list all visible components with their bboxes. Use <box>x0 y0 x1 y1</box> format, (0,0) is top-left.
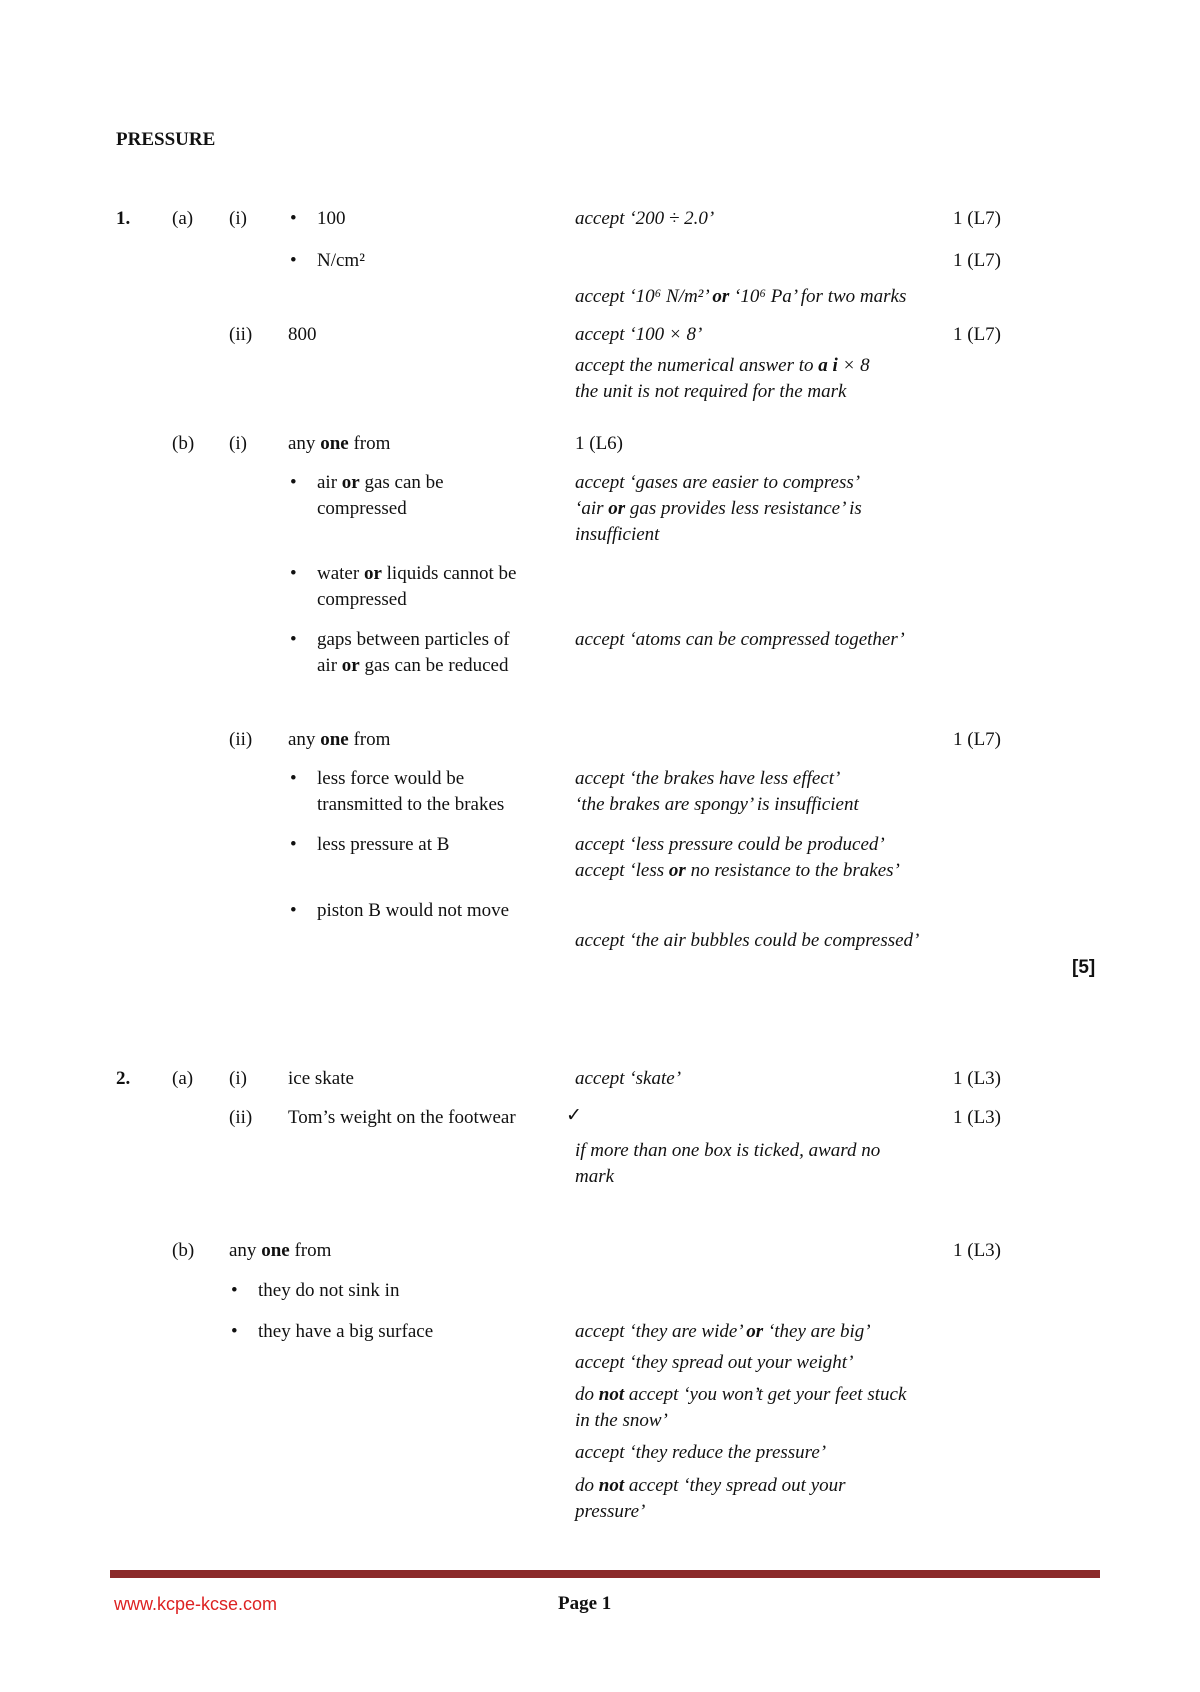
q1b-ii-accept-2-line2: accept ‘less or no resistance to the brakes’ <box>575 860 900 881</box>
q1b-ii-accept-3: accept ‘the air bubbles could be compressed’ <box>575 930 920 951</box>
q2b-option-2: • they have a big surface <box>258 1320 433 1344</box>
footer-website-link[interactable]: www.kcpe-kcse.com <box>114 1594 278 1614</box>
q2b-accept-5-line1: do not accept ‘they spread out your <box>575 1475 846 1496</box>
q2a-ii-accept-line2: mark <box>575 1166 615 1187</box>
q1a-i-mark-2: 1 (L7) <box>953 250 1002 271</box>
q1a-i-label: (i) <box>229 208 247 229</box>
q1a-i-bullet-2: • N/cm² <box>317 249 365 273</box>
q1b-i-accept-1-line1: accept ‘gases are easier to compress’ <box>575 472 861 493</box>
q1-number: 1. <box>116 208 131 229</box>
q1a-i-mark-1: 1 (L7) <box>953 208 1002 229</box>
q2b-accept-5-line2: pressure’ <box>575 1501 646 1522</box>
q1a-ii-accept-1: accept ‘100 × 8’ <box>575 324 703 345</box>
q1a-ii-label: (ii) <box>229 324 253 345</box>
tick-icon: ✓ <box>566 1105 582 1126</box>
q1b-ii-mark: 1 (L7) <box>953 729 1002 750</box>
q2-number: 2. <box>116 1068 131 1089</box>
q1b-i-option-3-line1: • gaps between particles of <box>317 628 510 652</box>
q1b-ii-option-1-line2: transmitted to the brakes <box>317 794 505 815</box>
q1b-ii-option-1-line1: • less force would be <box>317 767 464 791</box>
q2b-intro: any one from <box>229 1240 332 1261</box>
q1b-i-option-3-line2: air or gas can be reduced <box>317 655 509 676</box>
q2a-ii-mark: 1 (L3) <box>953 1107 1002 1128</box>
q2a-ii-accept-line1: if more than one box is ticked, award no <box>575 1140 881 1161</box>
q2a-ii-label: (ii) <box>229 1107 253 1128</box>
q2b-option-1: • they do not sink in <box>258 1279 399 1303</box>
q1-total-marks: [5] <box>1072 957 1096 978</box>
q1a-i-bullet-1: • 100 <box>317 207 346 231</box>
q1b-i-accept-1-line2: ‘air or gas provides less resistance’ is <box>575 498 862 519</box>
q2b-accept-1: accept ‘they are wide’ or ‘they are big’ <box>575 1321 871 1342</box>
q2b-accept-3-line1: do not accept ‘you won’t get your feet stuck <box>575 1384 907 1405</box>
q2a-i-mark: 1 (L3) <box>953 1068 1002 1089</box>
q1b-i-accept-3: accept ‘atoms can be compressed together’ <box>575 629 905 650</box>
q1a-ii-accept-3: the unit is not required for the mark <box>575 381 847 402</box>
q1b-i-option-2-line1: • water or liquids cannot be <box>317 562 516 586</box>
q1-part-b-label: (b) <box>172 433 195 454</box>
q1b-ii-option-2: • less pressure at B <box>317 833 449 857</box>
q2b-accept-3-line2: in the snow’ <box>575 1410 668 1431</box>
q2a-ii-answer: Tom’s weight on the footwear <box>288 1107 516 1128</box>
q1b-i-option-1-line2: compressed <box>317 498 407 519</box>
q2a-i-label: (i) <box>229 1068 247 1089</box>
q1a-ii-accept-2: accept the numerical answer to a i × 8 <box>575 355 870 376</box>
q1b-ii-label: (ii) <box>229 729 253 750</box>
footer-page-number: Page 1 <box>558 1593 612 1614</box>
q1a-ii-answer: 800 <box>288 324 317 345</box>
q1b-i-option-1-line1: • air or gas can be <box>317 471 444 495</box>
q1b-i-accept-1-line3: insufficient <box>575 524 660 545</box>
q2b-accept-4: accept ‘they reduce the pressure’ <box>575 1442 827 1463</box>
q1b-ii-accept-2-line1: accept ‘less pressure could be produced’ <box>575 834 885 855</box>
q1b-i-mark: 1 (L6) <box>575 433 624 454</box>
q1-part-a-label: (a) <box>172 208 194 229</box>
q1b-ii-accept-1-line1: accept ‘the brakes have less effect’ <box>575 768 841 789</box>
q2b-mark: 1 (L3) <box>953 1240 1002 1261</box>
q2a-i-accept: accept ‘skate’ <box>575 1068 682 1089</box>
q1b-i-option-2-line2: compressed <box>317 589 407 610</box>
q2-part-a-label: (a) <box>172 1068 194 1089</box>
q2a-i-answer: ice skate <box>288 1068 354 1089</box>
q1a-i-accept-2: accept ‘10⁶ N/m²’ or ‘10⁶ Pa’ for two marks <box>575 286 907 307</box>
q1b-i-label: (i) <box>229 433 247 454</box>
q1b-ii-option-3: • piston B would not move <box>317 899 509 923</box>
q1a-i-accept-1: accept ‘200 ÷ 2.0’ <box>575 208 715 229</box>
q1b-ii-intro: any one from <box>288 729 391 750</box>
q2b-accept-2: accept ‘they spread out your weight’ <box>575 1352 854 1373</box>
q1a-ii-mark: 1 (L7) <box>953 324 1002 345</box>
q2-part-b-label: (b) <box>172 1240 195 1261</box>
q1b-ii-accept-1-line2: ‘the brakes are spongy’ is insufficient <box>575 794 859 815</box>
footer-divider <box>110 1570 1100 1578</box>
q1b-i-intro: any one from <box>288 433 391 454</box>
page-heading: PRESSURE <box>116 129 216 150</box>
